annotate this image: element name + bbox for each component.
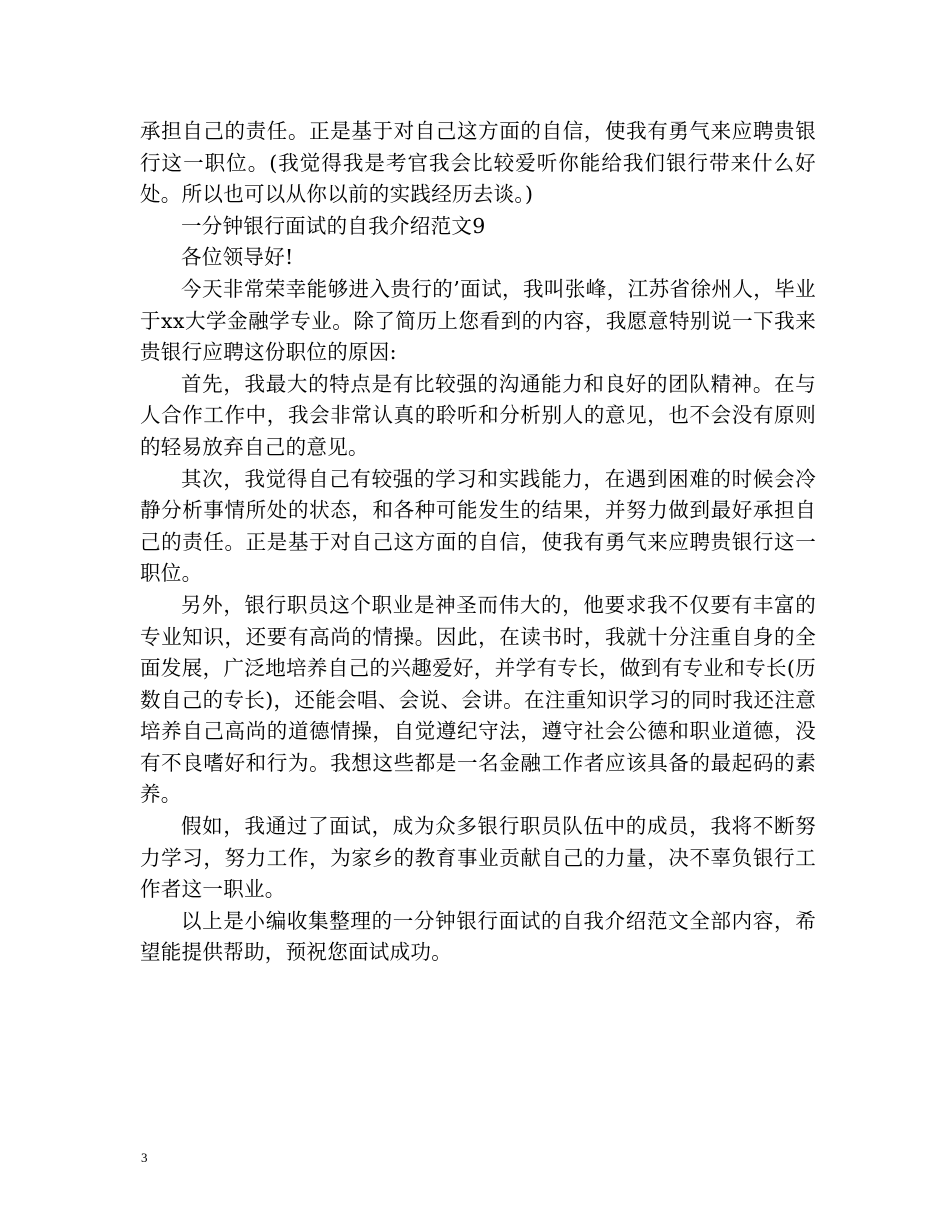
paragraph-professional-ethics: 另外，银行职员这个职业是神圣而伟大的，他要求我不仅要有丰富的专业知识，还要有高尚的情操。因此，在读书时，我就十分注重自身的全面发展，广泛地培养自己的兴趣爱好，并学有专长，做到有专业和专长(历数自己的专长)，还能会唱、会说、会讲。在注重知识学习的同时我还注意培养自己高尚的道德情操，自觉遵纪守法，遵守社会公德和职业道德，没有不良嗜好和行为。我想这些都是一名金融工作者应该具备的最起码的素养。: [140, 592, 816, 807]
paragraph-introduction: 今天非常荣幸能够进入贵行的’面试，我叫张峰，江苏省徐州人，毕业于xx大学金融学专业。除了简历上您看到的内容，我愿意特别说一下我来贵银行应聘这份职位的原因:: [140, 276, 816, 365]
paragraph-commitment: 假如，我通过了面试，成为众多银行职员队伍中的成员，我将不断努力学习，努力工作，为家乡的教育事业贡献自己的力量，决不辜负银行工作者这一职业。: [140, 814, 816, 902]
paragraph-second-strength: 其次，我觉得自己有较强的学习和实践能力，在遇到困难的时候会冷静分析事情所处的状态，和各种可能发生的结果，并努力做到最好承担自己的责任。正是基于对自己这方面的自信，使我有勇气来应聘贵银行这一职位。: [140, 466, 816, 586]
greeting: 各位领导好!: [181, 245, 294, 270]
paragraph-first-strength: 首先，我最大的特点是有比较强的沟通能力和良好的团队精神。在与人合作工作中，我会非常认真的聆听和分析别人的意见，也不会没有原则的轻易放弃自己的意见。: [140, 371, 816, 459]
document-body: [140, 116, 816, 969]
paragraph-closing: 以上是小编收集整理的一分钟银行面试的自我介绍范文全部内容，希望能提供帮助，预祝您面试成功。: [140, 908, 816, 965]
page-number: 3: [141, 1150, 148, 1165]
section-heading-sample-9: 一分钟银行面试的自我介绍范文9: [181, 213, 486, 238]
paragraph-continued-responsibility: 承担自己的责任。正是基于对自己这方面的自信，使我有勇气来应聘贵银行这一职位。(我觉得我是考官我会比较爱听你能给我们银行带来什么好处。所以也可以从你以前的实践经历去谈。): [140, 119, 816, 207]
